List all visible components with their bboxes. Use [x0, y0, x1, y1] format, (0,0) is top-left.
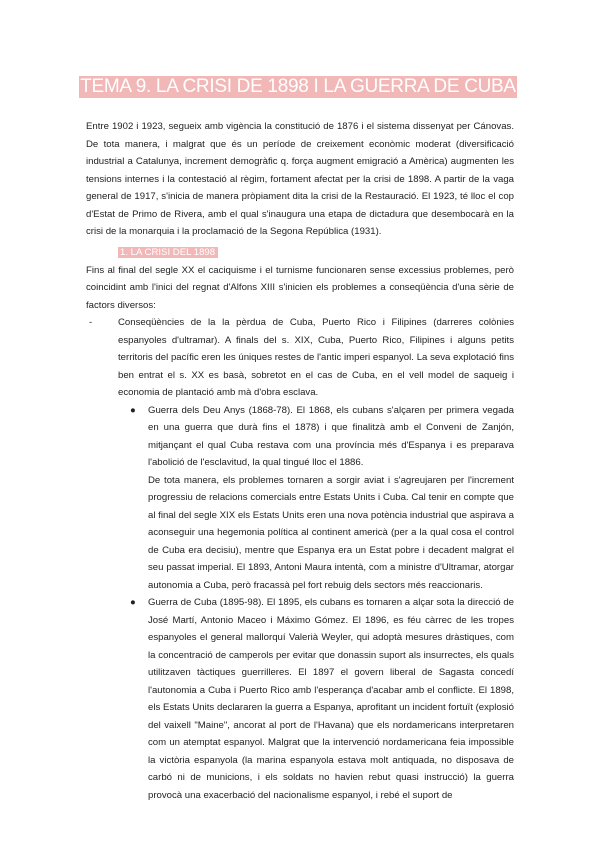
section-heading [86, 244, 514, 262]
bullet-continuation: De tota manera, els problemes tornaren a sorgir aviat i s'agreujaren per l'increment progressiu de relacions comercials entre Estats Units i Cuba. Cal tenir en compte que al final del segle XIX els Estats Units eren una nova potència industrial que aspirava a aconseguir una hegemonia política al continent americà (per a la qual cosa el control de Cuba era decisiu), mentre que Espanya era un Estat pobre i decadent malgrat el seu passat imperial. El 1893, Antoni Maura intentà, com a ministre d'Ultramar, atorgar autonomia a Cuba, però fracassà pel fort rebuig dels sectors més reaccionaris. [148, 474, 514, 591]
bullet-text: Guerra dels Deu Anys (1868-78). El 1868, els cubans s'alçaren per primera vegada en una guerra que durà fins el 1878) i que finalitzà amb el Conveni de Zanjón, mitjançant el qual Cuba restava com una província més d'Espanya i es preparava l'abolició de l'esclavitud, la qual tingué lloc el 1886. [148, 404, 514, 468]
intro-paragraph: Entre 1902 i 1923, segueix amb vigència la constitució de 1876 i el sistema dissenyat per Cánovas. De tota manera, i malgrat que és un període de creixement econòmic moderat (diversificació industrial a Catalunya, increment demogràfic q. força augment emigració a Amèrica) augmenten les tensions internes i la contestació al règim, fortament afectat per la crisi de 1898. A partir de la vaga general de 1917, s'inicia de manera pròpiament dita la crisi de la Restauració. El 1923, té lloc el cop d'Estat de Primo de Rivera, amb el qual s'inaugura una etapa de dictadura que desembocarà en la crisi de la monarquia i la proclamació de la Segona República (1931). [86, 121, 514, 237]
bullet-icon: ● [130, 404, 136, 416]
section-crisis-1898 [86, 244, 514, 804]
bullet-item-ten-years-war [86, 402, 514, 595]
section-heading-text: 1. LA CRISI DEL 1898 [118, 247, 218, 258]
bullet-icon: ● [130, 597, 136, 608]
dash-item-text: Conseqüències de la la pèrdua de Cuba, Puerto Rico i Filipines (darreres colònies espanyoles d'ultramar). A finals del s. XIX, Cuba, Puerto Rico, Filipines i alguns petits territoris del pacífic eren les úniques restes de l'antic imperi espanyol. La seva explotació fins ben entrat el s. XX es basà, sobretot en el cas de Cuba, en el vell model de saqueig i economia de plantació amb mà d'obra esclava. [118, 317, 514, 398]
bullet-item-cuba-war [86, 594, 514, 804]
dash-marker: - [89, 317, 93, 328]
bullet-text: Guerra de Cuba (1895-98). El 1895, els cubans es tornaren a alçar sota la direcció de José Martí, Antonio Maceo i Máximo Gómez. El 1896, es féu càrrec de les tropes espanyoles el general mallorquí Valerià Weyler, qui adoptà mesures dràstiques, com la concentració de camperols per evitar que donassin suport als insurrectes, els quals utilitzaven tàctiques guerrilleres. El 1897 el govern liberal de Sagasta concedí l'autonomia a Cuba i Puerto Rico amb l'esperança d'acabar amb el conflicte. El 1898, els Estats Units declararen la guerra a Espanya, aprofitant un incident fortuït (explosió del vaixell "Maine", ancorat al port de l'Havana) que els nordamericans interpretaren com un atemptat espanyol. Malgrat que la intervenció nordamericana feia impossible la victòria espanyola (la marina espanyola estava molt antiquada, no disposava de carbó ni de municions, i els soldats no havien rebut quasi instrucció) la guerra provocà una exacerbació del nacionalisme espanyol, i rebé el suport de [148, 597, 514, 801]
section-intro-paragraph: Fins al final del segle XX el caciquisme i el turnisme funcionaren sense excessius problemes, però coincidint amb l'inici del regnat d'Alfons XIII s'inicien els problemes a conseqüència d'una sèrie de factors diversos: [86, 264, 514, 311]
page-title: TEMA 9. LA CRISI DE 1898 I LA GUERRA DE CUBA [80, 76, 516, 97]
dash-list-item [86, 314, 514, 402]
